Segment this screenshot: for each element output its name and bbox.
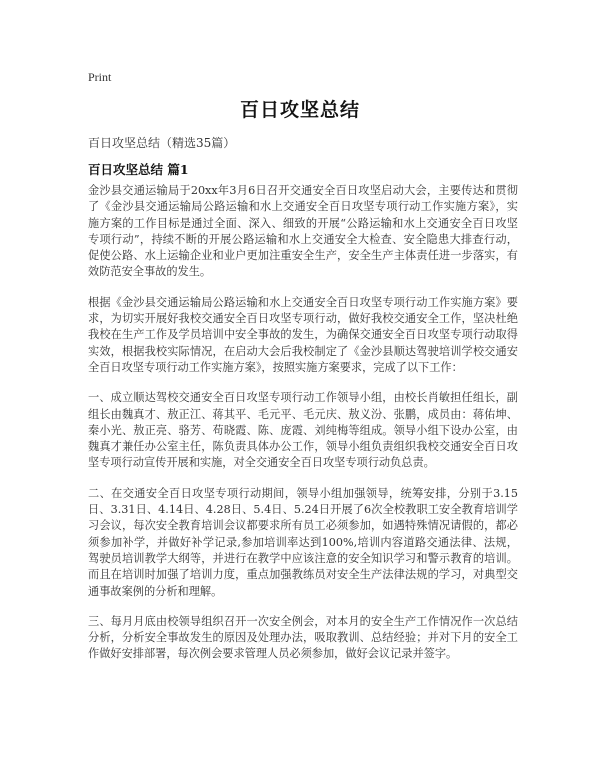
paragraph-1: 金沙县交通运输局于20xx年3月6日召开交通安全百日攻坚启动大会，主要传达和贯彻了《金沙县交通运输局公路运输和水上交通安全百日攻坚专项行动工作实施方案》，实施方案的工作目标是通过全面、深入、细致的开展“公路运输和水上交通安全百日攻坚专项行动”，持续不断的开展公路运输和水上交通安全大检查、安全隐患大排查行动，促使公路、水上运输企业和业户更加注重安全生产，安全生产主体责任进一步落实，有效防范安全事故的发生。 [88, 184, 518, 279]
page-title: 百日攻坚总结 [239, 99, 360, 121]
paragraph-3: 一、成立顺达驾校交通安全百日攻坚专项行动工作领导小组，由校长肖敏担任组长，副组长由魏真才、敖正江、蒋其平、毛元平、毛元庆、敖义汾、张鹏，成员由：蒋佑坤、秦小光、敖正亮、骆芳、苟晓霞、陈、庞霞、刘纯梅等组成。领导小组下设办公室，由魏真才兼任办公室主任，陈负责具体办公工作，领导小组负责组织我校交通安全百日攻坚专项行动宣传开展和实施，对全交通安全百日攻坚专项行动负总责。 [88, 391, 518, 470]
document-subtitle: 百日攻坚总结（精选35篇） [88, 136, 236, 150]
paragraph-5: 三、每月月底由校领导组织召开一次安全例会，对本月的安全生产工作情况作一次总结分析，分析安全事故发生的原因及处理办法，吸取教训、总结经验；并对下月的安全工作做好安排部署，每次例会要求管理人员必须参加，做好会议记录并签字。 [88, 614, 518, 661]
paragraph-2: 根据《金沙县交通运输局公路运输和水上交通安全百日攻坚专项行动工作实施方案》要求，为切实开展好我校交通安全百日攻坚专项行动，做好我校交通安全工作，坚决杜绝我校在生产工作及学员培训中安全事故的发生，为确保交通安全百日攻坚专项行动取得实效，根据我校实际情况，在启动大会后我校制定了《金沙县顺达驾驶培训学校交通安全百日攻坚专项行动工作实施方案》，按照实施方案要求，完成了以下工作： [88, 295, 518, 374]
section-heading: 百日攻坚总结 篇1 [88, 162, 189, 177]
article-body [88, 183, 518, 677]
paragraph-4: 二、在交通安全百日攻坚专项行动期间，领导小组加强领导，统筹安排，分别于3.15日、3.31日、4.14日、4.28日、5.4日、5.24日开展了6次全校教职工安全教育培训学习会议，每次安全教育培训会议都要求所有员工必须参加，如遇特殊情况请假的，都必须参加补学，并做好补学记录,参加培训率达到100%,培训内容道路交通法律、法规，驾驶员培训教学大纲等，并进行在教学中应该注意的安全知识学习和警示教育的培训。而且在培训时加强了培训力度，重点加强教练员对安全生产法律法规的学习，对典型交通事故案例的分析和理解。 [88, 486, 518, 598]
print-link[interactable]: Print [88, 70, 112, 84]
